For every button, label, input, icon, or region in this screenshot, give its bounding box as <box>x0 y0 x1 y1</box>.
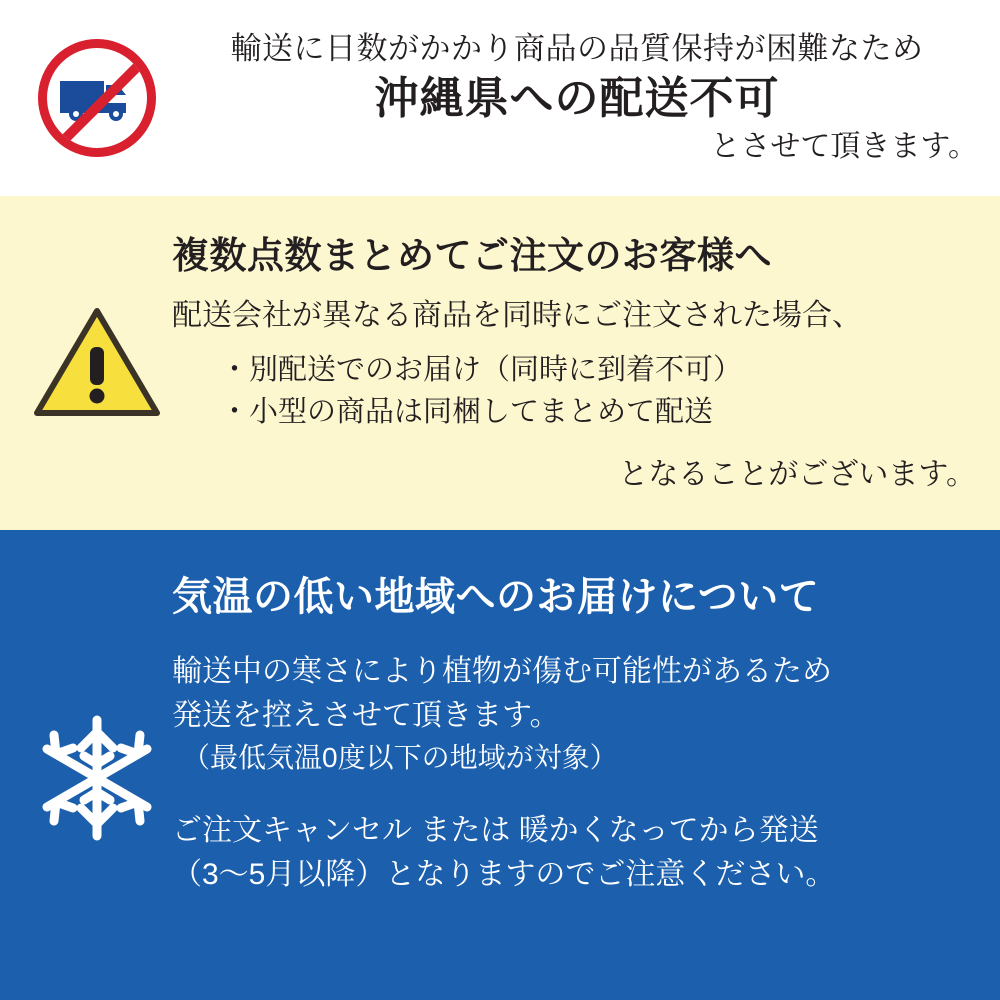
multiple-items-bullet-1: ・別配送でのお届け（同時に到着不可） <box>220 353 743 386</box>
warning-triangle-icon <box>33 307 161 419</box>
warning-icon-column <box>22 307 172 419</box>
no-truck-sign-icon <box>38 39 156 157</box>
multiple-items-heading: 複数点数まとめてご注文のお客様へ <box>172 235 772 277</box>
cold-region-heading: 気温の低い地域へのお届けについて <box>172 575 820 619</box>
snowflake-icon-column <box>22 552 172 844</box>
snowflake-icon <box>31 712 163 844</box>
multiple-items-closing: となることがございます。 <box>618 457 976 491</box>
multiple-items-text-column <box>172 232 982 494</box>
no-delivery-reason: 輸送に日数がかかり商品の品質保持が困難なため <box>230 31 924 67</box>
no-delivery-text-column <box>172 30 982 166</box>
section-cold-region <box>0 530 1000 1000</box>
multiple-items-bullet-2: ・小型の商品は同梱してまとめて配送 <box>220 395 714 428</box>
cold-region-text-column <box>172 552 982 896</box>
multiple-items-subtext: 配送会社が異なる商品を同時にご注文された場合、 <box>172 299 862 333</box>
no-delivery-headline: 沖縄県への配送不可 <box>374 73 780 123</box>
cold-region-para2-line2: （3〜5月以降）となりますのでご注意ください。 <box>172 857 836 891</box>
spacer <box>172 779 982 809</box>
section-multiple-items <box>0 196 1000 530</box>
section-no-delivery <box>0 0 1000 196</box>
no-delivery-icon-column <box>22 39 172 157</box>
no-delivery-closing: とさせて頂きます。 <box>710 130 978 164</box>
cold-region-para2-line1: ご注文キャンセル または 暖かくなってから発送 <box>172 814 819 847</box>
cold-region-para1-line1: 輸送中の寒さにより植物が傷む可能性があるため <box>172 655 832 688</box>
cold-region-note: （最低気温0度以下の地域が対象） <box>182 742 618 773</box>
cold-region-para1-line2: 発送を控えさせて頂きます。 <box>172 698 560 732</box>
